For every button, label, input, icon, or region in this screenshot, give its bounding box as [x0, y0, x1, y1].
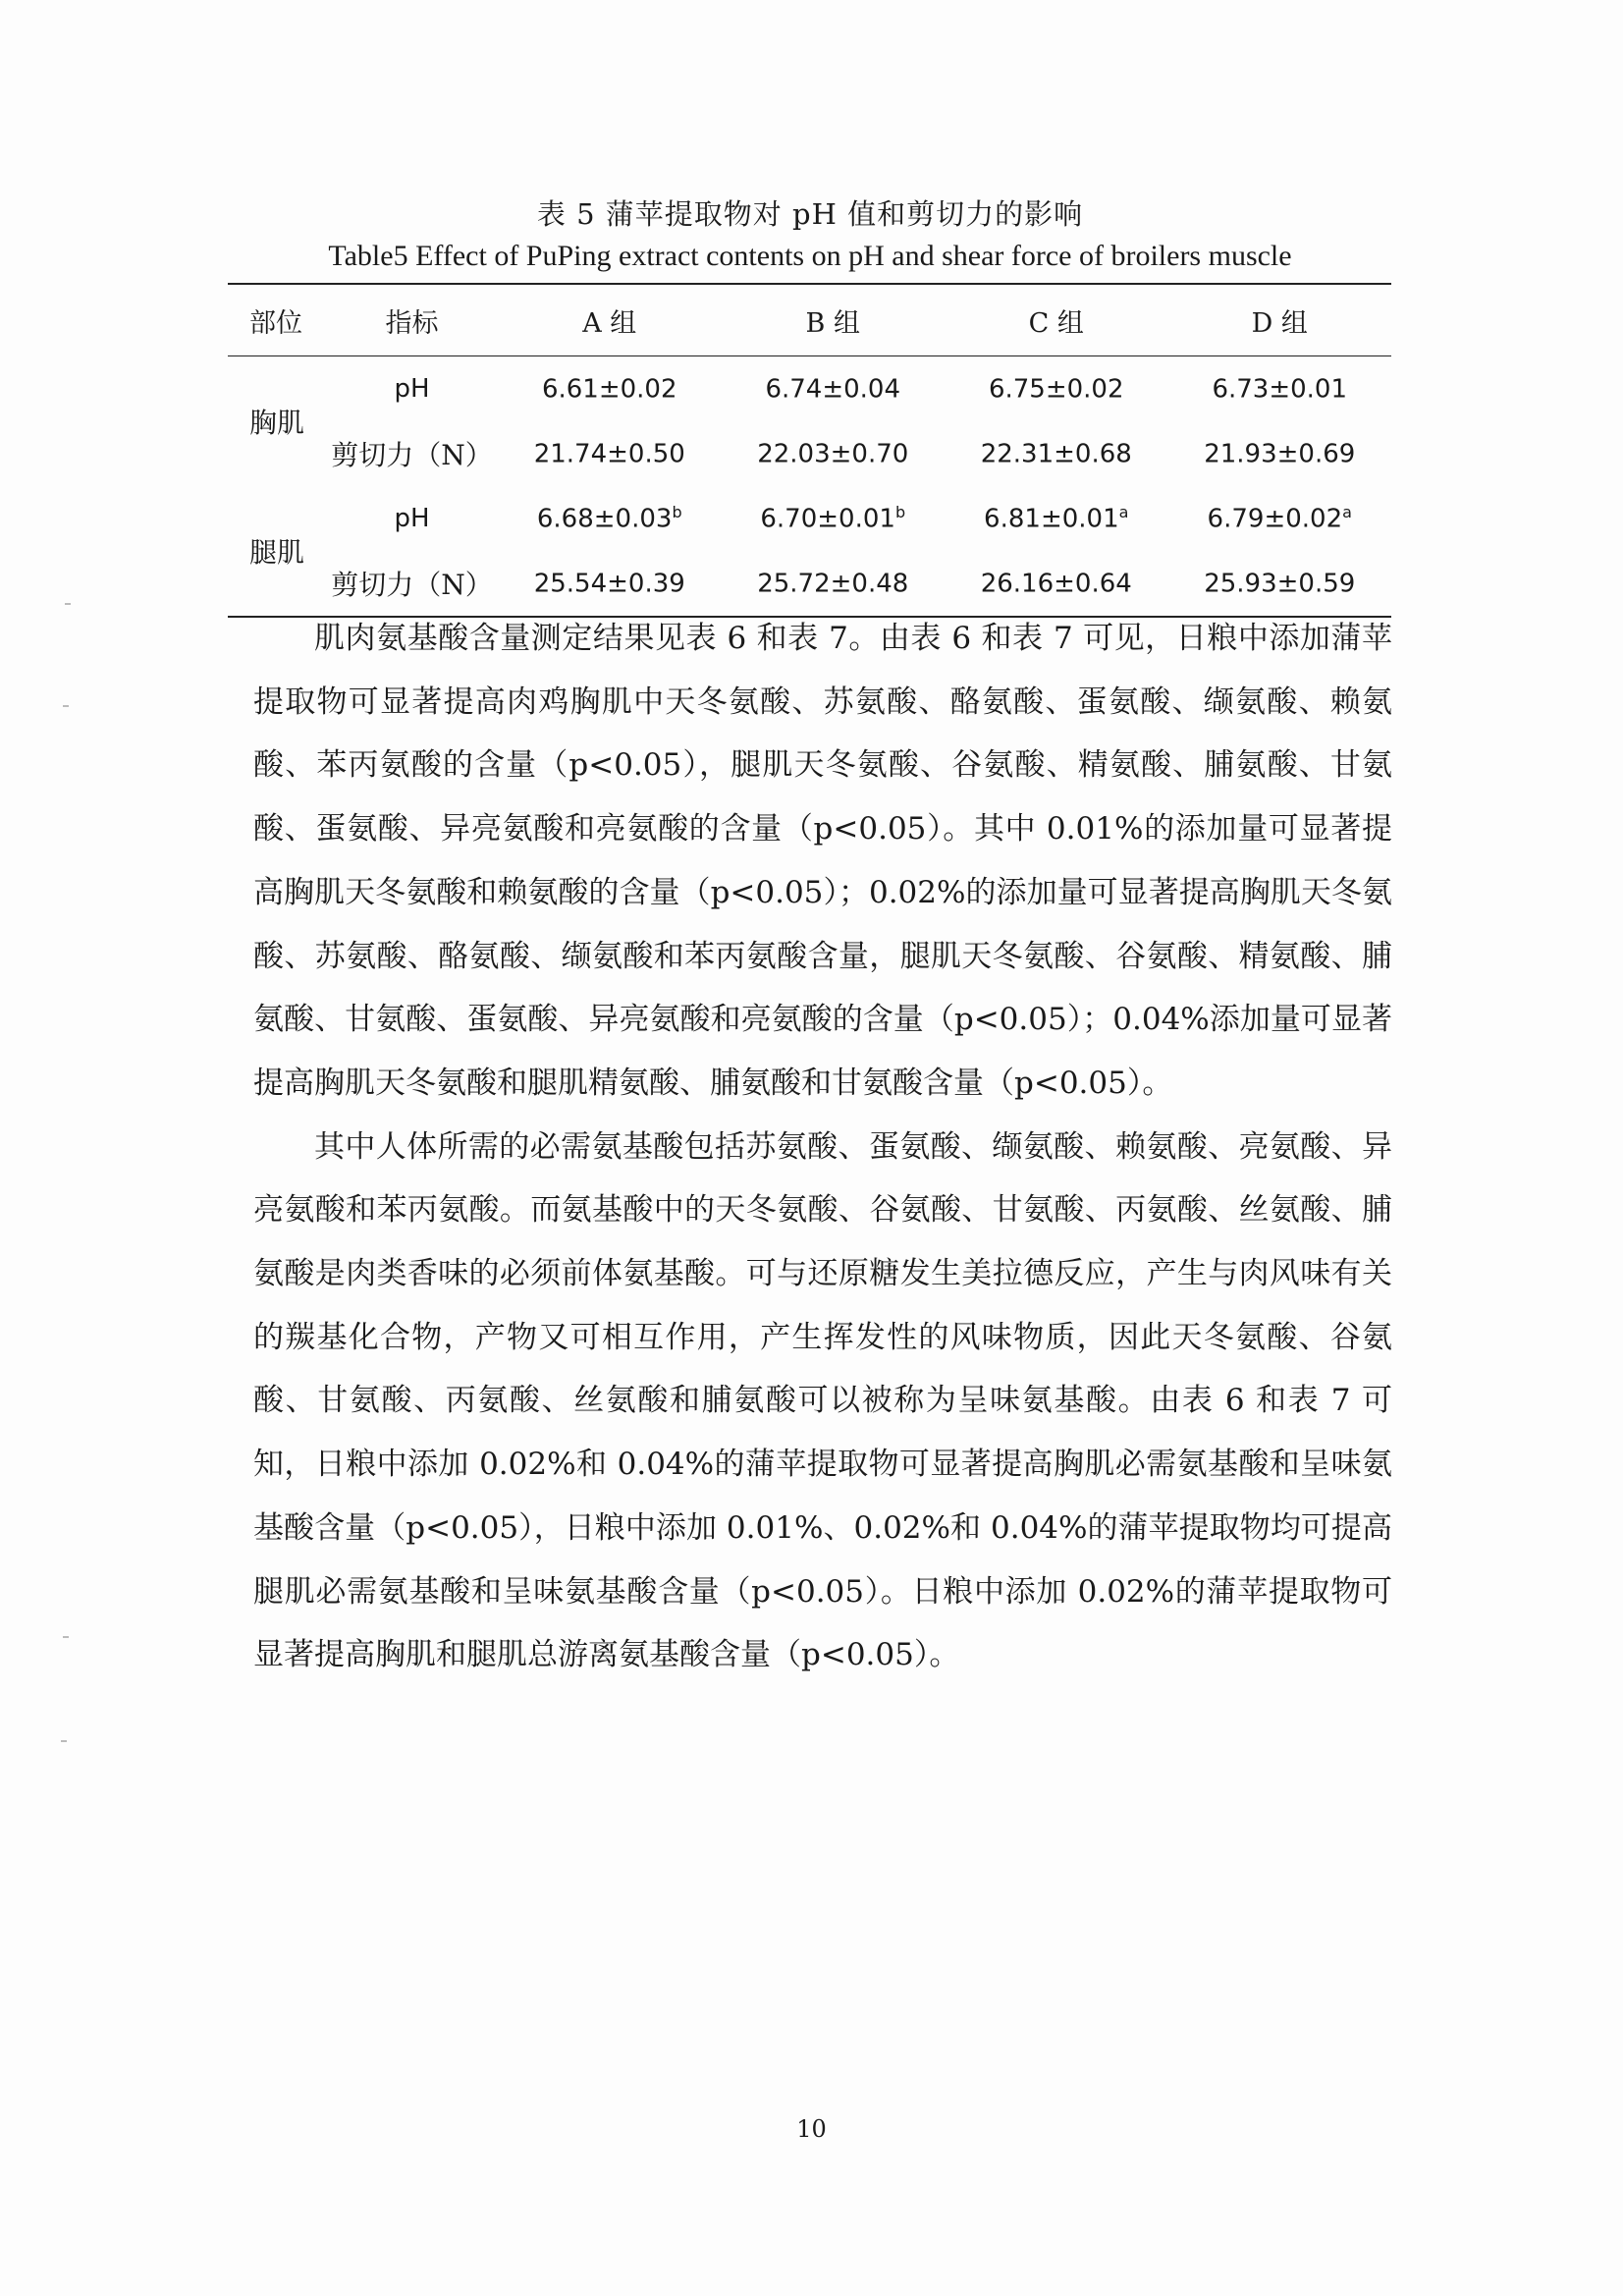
table-row	[228, 421, 1391, 486]
value-cell: 26.16±0.64	[980, 569, 1132, 599]
metric-cell: pH	[394, 504, 430, 533]
value-cell: 6.68±0.03$^b$	[536, 503, 682, 534]
value-cell: 6.81±0.01$^a$	[984, 503, 1129, 534]
header-cell: 部位	[249, 307, 302, 339]
value-cell: 22.31±0.68	[980, 439, 1132, 469]
results-table	[228, 283, 1391, 618]
value-cell: 21.93±0.69	[1204, 439, 1356, 469]
body-text	[253, 607, 1392, 1687]
value-cell: 22.03±0.70	[757, 439, 909, 469]
scan-speck	[63, 705, 69, 707]
value-cell: 6.70±0.01$^b$	[760, 503, 906, 534]
table-row	[228, 356, 1391, 422]
scan-speck	[63, 1636, 69, 1638]
value-cell: 25.72±0.48	[757, 569, 909, 599]
value-cell: 25.93±0.59	[1204, 569, 1356, 599]
table-caption-en: Table5 Effect of PuPing extract contents on pH and shear force of broilers muscle	[328, 240, 1292, 272]
metric-cell: 剪切力（N）	[331, 569, 493, 601]
part-cell: 腿肌	[249, 536, 305, 569]
table-row	[228, 486, 1391, 551]
table-caption-zh: 表 5 蒲苹提取物对 pH 值和剪切力的影响	[536, 197, 1084, 231]
paragraph: 肌肉氨基酸含量测定结果见表 6 和表 7。由表 6 和表 7 可见，日粮中添加蒲苹提取物可显著提高肉鸡胸肌中天冬氨酸、苏氨酸、酪氨酸、蛋氨酸、缬氨酸、赖氨酸、苯丙氨酸的含量（p<0.05），腿肌天冬氨酸、谷氨酸、精氨酸、脯氨酸、甘氨酸、蛋氨酸、异亮氨酸和亮氨酸的含量（p<0.05）。其中 0.01%的添加量可显著提高胸肌天冬氨酸和赖氨酸的含量（p<0.05）；0.02%的添加量可显著提高胸肌天冬氨酸、苏氨酸、酪氨酸、缬氨酸和苯丙氨酸含量，腿肌天冬氨酸、谷氨酸、精氨酸、脯氨酸、甘氨酸、蛋氨酸、异亮氨酸和亮氨酸的含量（p<0.05）；0.04%添加量可显著提高胸肌天冬氨酸和腿肌精氨酸、脯氨酸和甘氨酸含量（p<0.05）。	[253, 621, 1392, 1101]
metric-cell: 剪切力（N）	[331, 439, 493, 471]
scan-speck	[65, 603, 71, 605]
part-cell: 胸肌	[249, 407, 305, 439]
table-header-row	[228, 284, 1391, 356]
header-cell: A 组	[582, 307, 637, 339]
value-cell: 6.75±0.02	[988, 374, 1124, 405]
header-cell: C 组	[1028, 307, 1084, 339]
value-cell: 21.74±0.50	[533, 439, 685, 469]
value-cell: 6.74±0.04	[765, 374, 901, 405]
paragraph: 其中人体所需的必需氨基酸包括苏氨酸、蛋氨酸、缬氨酸、赖氨酸、亮氨酸、异亮氨酸和苯丙氨酸。而氨基酸中的天冬氨酸、谷氨酸、甘氨酸、丙氨酸、丝氨酸、脯氨酸是肉类香味的必须前体氨基酸。可与还原糖发生美拉德反应，产生与肉风味有关的羰基化合物，产物又可相互作用，产生挥发性的风味物质，因此天冬氨酸、谷氨酸、甘氨酸、丙氨酸、丝氨酸和脯氨酸可以被称为呈味氨基酸。由表 6 和表 7 可知，日粮中添加 0.02%和 0.04%的蒲苹提取物可显著提高胸肌必需氨基酸和呈味氨基酸含量（p<0.05），日粮中添加 0.01%、0.02%和 0.04%的蒲苹提取物均可提高腿肌必需氨基酸和呈味氨基酸含量（p<0.05）。日粮中添加 0.02%的蒲苹提取物可显著提高胸肌和腿肌总游离氨基酸含量（p<0.05）。	[253, 1128, 1392, 1673]
page-number: 10	[796, 2115, 827, 2143]
header-cell: 指标	[385, 307, 439, 339]
metric-cell: pH	[394, 374, 430, 404]
value-cell: 6.61±0.02	[541, 374, 677, 405]
value-cell: 25.54±0.39	[533, 569, 685, 599]
header-cell: B 组	[805, 307, 860, 339]
value-cell: 6.73±0.01	[1212, 374, 1348, 405]
value-cell: 6.79±0.02$^a$	[1207, 503, 1352, 534]
scan-speck	[61, 1740, 67, 1742]
header-cell: D 组	[1251, 307, 1308, 339]
